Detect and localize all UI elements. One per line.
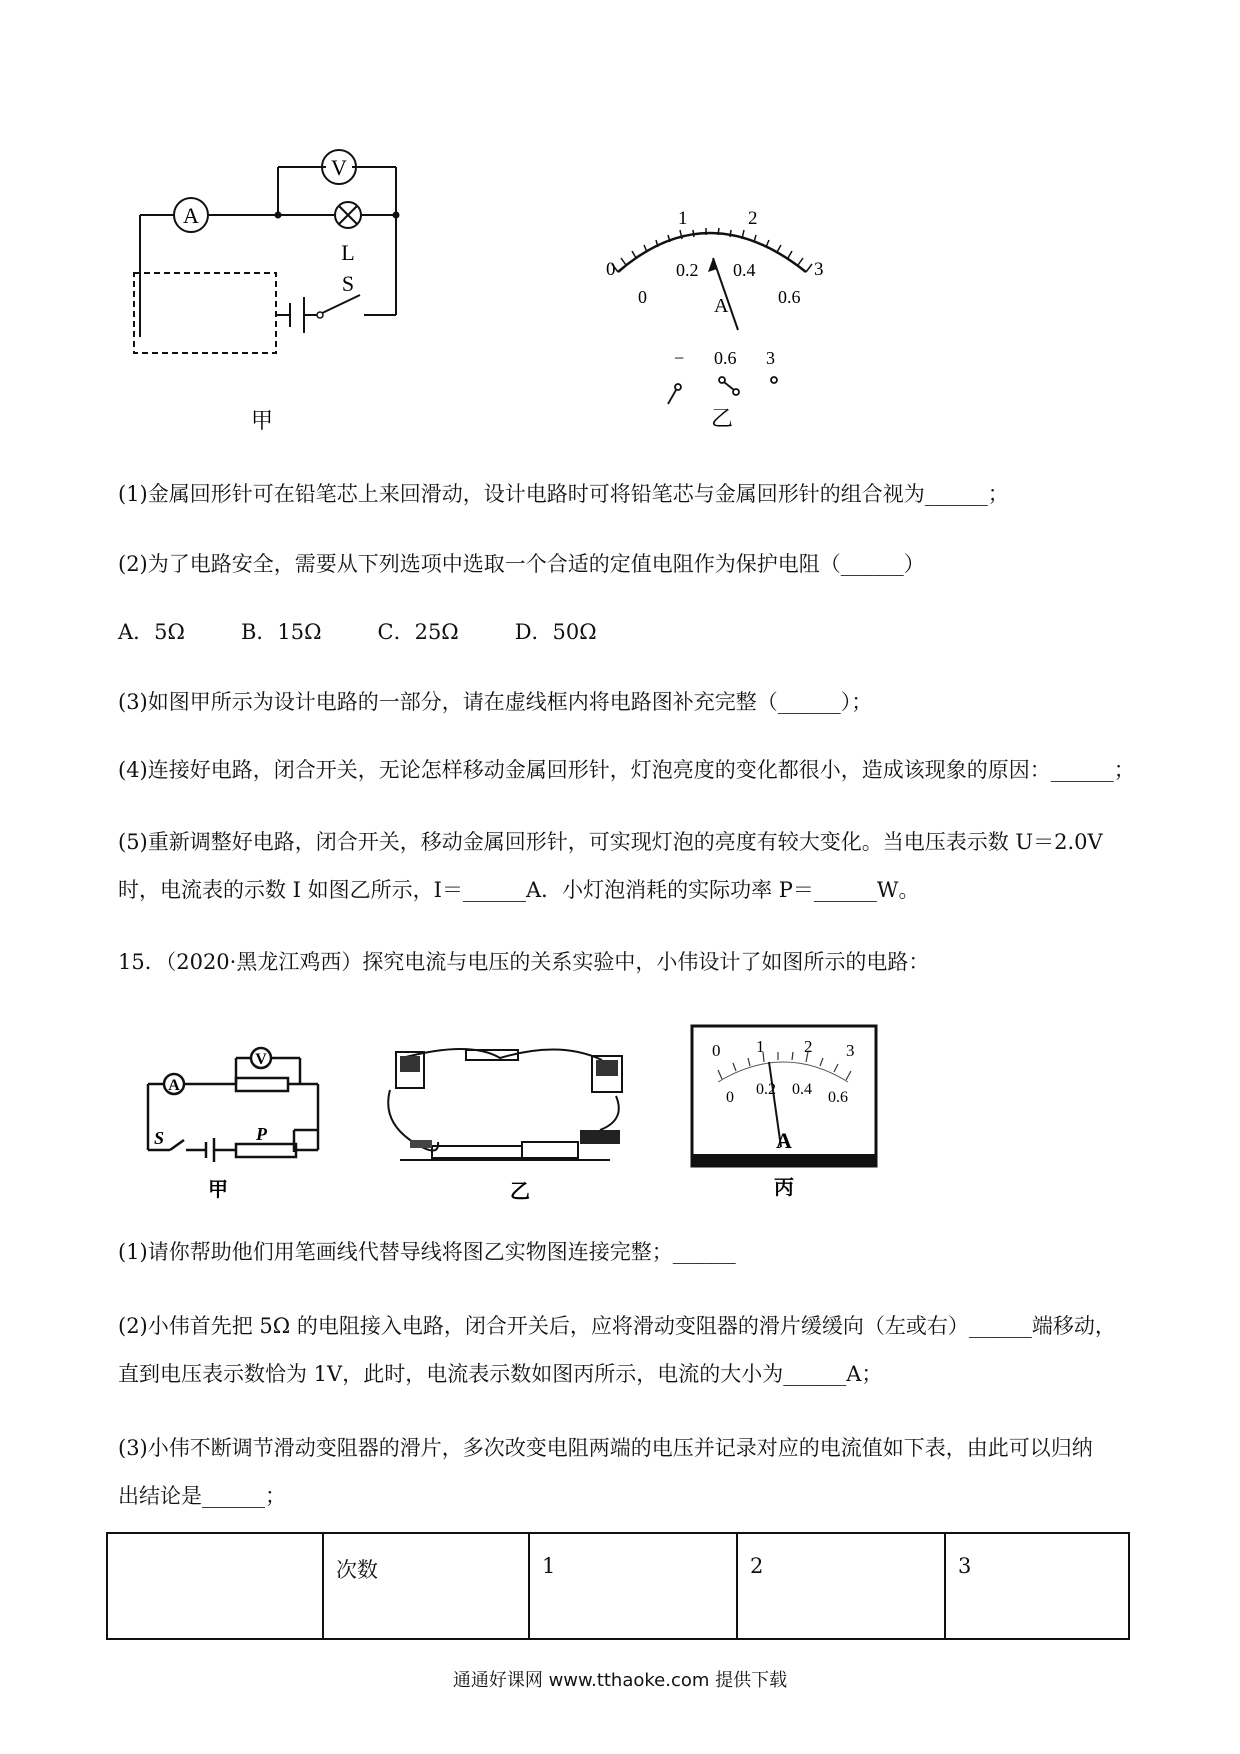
ammeter-label: A [183,203,199,228]
circuit-diagram-jia [120,125,440,445]
q15-ammeter-label: A [168,1077,180,1094]
dial-top-3: 3 [814,259,824,280]
q14-part4: (4)连接好电路，闭合开关，无论怎样移动金属回形针，灯泡亮度的变化都很小，造成该现象的原因：______； [118,758,1135,782]
q15-slider-label: P [256,1124,267,1144]
q15-part3-line1: (3)小伟不断调节滑动变阻器的滑片，多次改变电阻两端的电压并记录对应的电流值如下表，由此可以归纳 [118,1436,1093,1460]
lamp-label: L [341,240,355,265]
q14-options [118,608,1128,656]
q15-part3-line2: 出结论是______； [118,1484,286,1508]
caption-yi: 乙 [710,406,734,431]
q15-part2-line1: (2)小伟首先把 5Ω 的电阻接入电路，闭合开关后，应将滑动变阻器的滑片缓缓向（左或右）______端移动， [118,1314,1116,1338]
dial-top-2: 2 [748,208,758,229]
terminal-0-6: 0.6 [714,348,737,368]
record-table [106,1532,1130,1640]
bing-bottom-2: 0.4 [792,1081,812,1098]
q15-switch-label: S [154,1128,165,1148]
q15-caption-bing: 丙 [774,1177,794,1199]
bing-bottom-1: 0.2 [756,1081,776,1098]
dial-top-0: 0 [606,259,616,280]
q15-stem: 15．（2020·黑龙江鸡西）探究电流与电压的关系实验中，小伟设计了如图所示的电路： [118,950,930,974]
terminal-3: 3 [766,348,775,368]
q14-part1: (1)金属回形针可在铅笔芯上来回滑动，设计电路时可将铅笔芯与金属回形针的组合视为______； [118,482,1009,506]
page-footer: 通通好课网 www.tthaoke.com 提供下载 [452,1670,788,1691]
table-row [107,1533,1129,1639]
table-cell: 次数 [323,1533,529,1639]
bing-top-3: 3 [846,1041,855,1060]
dial-unit: A [714,295,729,317]
q14-part2: (2)为了电路安全，需要从下列选项中选取一个合适的定值电阻作为保护电阻（______） [118,552,925,576]
q15-part2-line2: 直到电压表示数恰为 1V，此时，电流表示数如图丙所示，电流的大小为______A； [118,1362,883,1386]
switch-label: S [341,271,355,296]
dial-bottom-3: 0.6 [778,287,801,307]
table-cell: 3 [945,1533,1129,1639]
q15-voltmeter-label: V [255,1051,267,1068]
dial-bottom-2: 0.4 [733,260,756,280]
q15-caption-yi: 乙 [510,1181,530,1203]
dial-bottom-1: 0.2 [676,260,699,280]
caption-jia: 甲 [250,408,274,433]
dial-bottom-0: 0 [638,287,647,307]
dial-top-1: 1 [678,208,688,229]
circuit-diagram-q15-jia [140,1040,340,1210]
option-a: A．5Ω [118,620,185,644]
ammeter-dial-bing [688,1022,898,1202]
option-c: C．25Ω [377,620,459,644]
physical-circuit-yi [380,1030,640,1210]
option-d: D．50Ω [514,620,597,644]
bing-bottom-0: 0 [726,1089,734,1106]
q15-caption-jia: 甲 [208,1179,228,1201]
q15-part1: (1)请你帮助他们用笔画线代替导线将图乙实物图连接完整；______ [118,1240,736,1264]
bing-top-1: 1 [756,1037,765,1056]
table-cell: 1 [529,1533,737,1639]
bing-top-0: 0 [712,1041,721,1060]
table-cell: 2 [737,1533,945,1639]
option-b: B．15Ω [240,620,322,644]
voltmeter-label: V [331,155,347,180]
bing-top-2: 2 [804,1037,813,1056]
q14-part5-line2: 时，电流表的示数 I 如图乙所示，I＝______A．小灯泡消耗的实际功率 P＝______W。 [118,878,920,902]
terminal-minus: − [674,348,685,368]
bing-unit: A [776,1128,792,1153]
q14-part5-line1: (5)重新调整好电路，闭合开关，移动金属回形针，可实现灯泡的亮度有较大变化。当电压表示数 U＝2.0V [118,830,1103,854]
dashed-box [134,273,276,353]
ammeter-dial-yi [596,200,856,440]
table-cell [107,1533,323,1639]
q14-part3: (3)如图甲所示为设计电路的一部分，请在虚线框内将电路图补充完整（______）； [118,690,873,714]
bing-bottom-3: 0.6 [828,1089,848,1106]
